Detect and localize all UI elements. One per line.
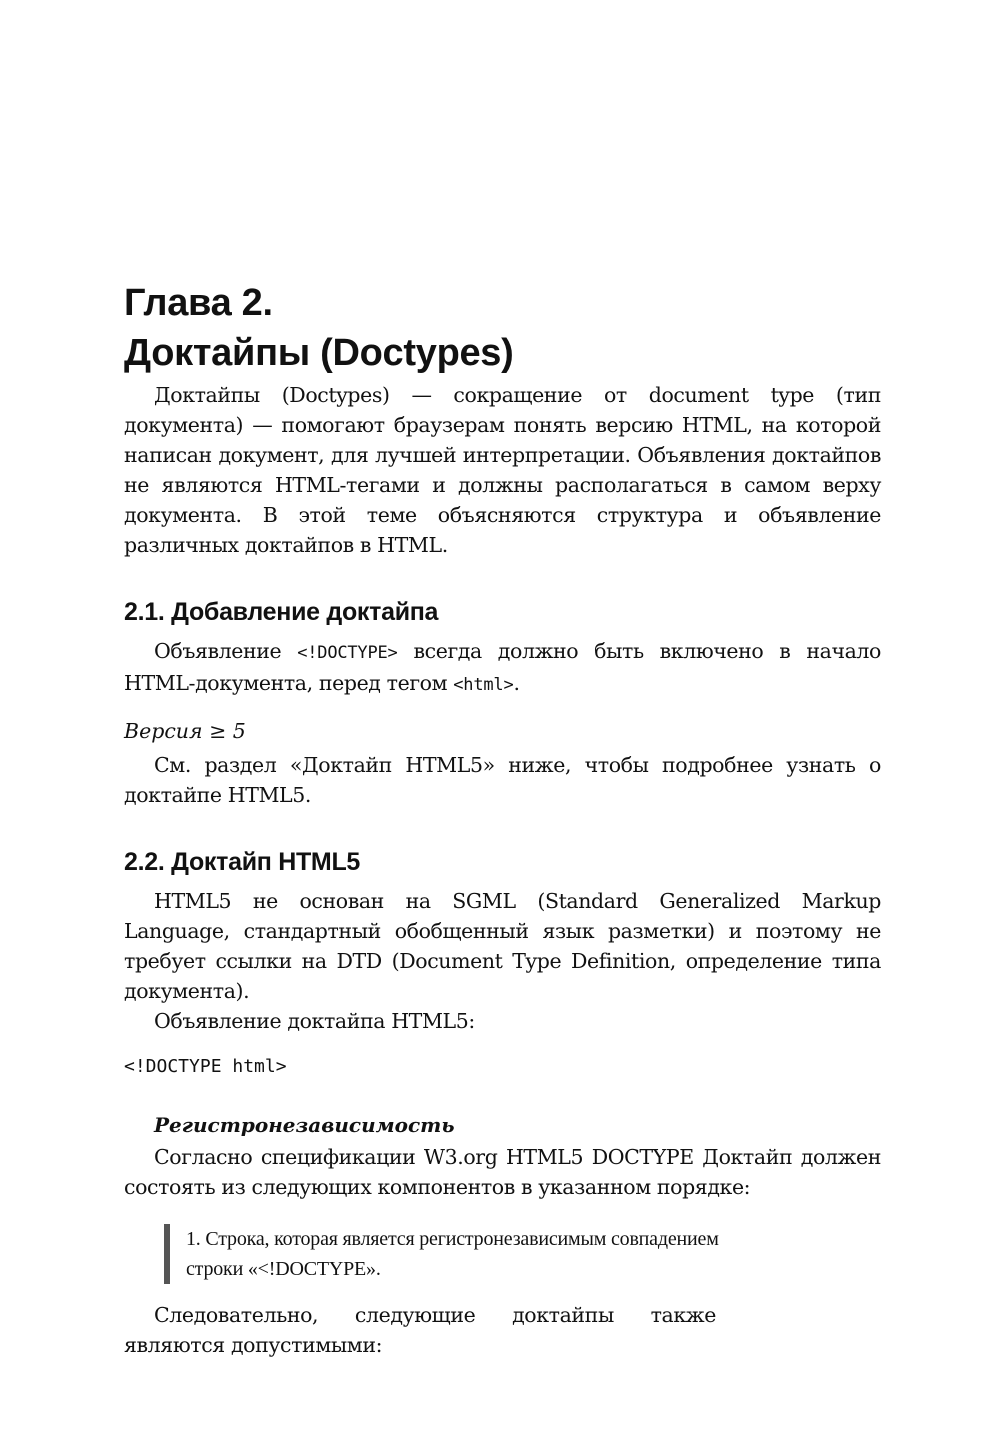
version-label: Версия ≥ 5	[124, 719, 246, 743]
chapter-title-line1: Глава 2.	[124, 282, 273, 324]
spec-paragraph: Согласно спецификации W3.org HTML5 DOCTYPE Доктайп должен состоять из следующих компонентов в указанном порядке:	[124, 1145, 881, 1199]
intro-paragraph: Доктайпы (Doctypes) — сокращение от document type (тип документа) — помогают браузерам понять версию HTML, на которой написан документ, для лучшей интерпретации. Объявления доктайпов не являются HTML-тегами и должны располагаться в самом верху документа. В этой теме объясняются структура и объявление различных доктайпов в HTML.	[124, 383, 881, 557]
page-content	[124, 278, 881, 1360]
see-html5-paragraph: См. раздел «Доктайп HTML5» ниже, чтобы подробнее узнать о доктайпе HTML5.	[124, 753, 881, 807]
section-heading-2-1: 2.1. Добавление доктайпа	[124, 598, 439, 626]
spec-quote	[164, 1224, 766, 1284]
doctype-paragraph-text-middle: всегда должно быть включено в начало HTML-документа, перед тегом	[124, 639, 881, 695]
doctype-paragraph-text-end: .	[513, 671, 520, 695]
html5-declaration-intro: Объявление доктайпа HTML5:	[154, 1009, 475, 1033]
doctype-code-example: <!DOCTYPE html>	[124, 1056, 287, 1077]
chapter-title-line2: Доктайпы (Doctypes)	[124, 332, 514, 374]
doctype-paragraph	[124, 636, 881, 700]
chapter-title	[124, 278, 881, 378]
doctype-paragraph-text-start: Объявление	[154, 639, 298, 663]
valid-doctypes-paragraph: Следовательно, следующие доктайпы также являются допустимыми:	[124, 1303, 716, 1357]
spec-quote-line1: 1. Строка, которая является регистронезависимым совпадением	[186, 1228, 719, 1250]
spec-quote-line2: строки «<!DOCTYPE».	[186, 1258, 381, 1280]
doctype-inline-code: <!DOCTYPE>	[297, 643, 398, 663]
html5-sgml-paragraph: HTML5 не основан на SGML (Standard Generalized Markup Language, стандартный обобщенный язык разметки) и поэтому не требует ссылки на DTD (Document Type Definition, определение типа документа).	[124, 889, 881, 1003]
html-tag-inline-code: <html>	[453, 675, 514, 695]
section-heading-2-2: 2.2. Доктайп HTML5	[124, 848, 361, 876]
case-insensitivity-subheading: Регистронезависимость	[154, 1113, 455, 1137]
